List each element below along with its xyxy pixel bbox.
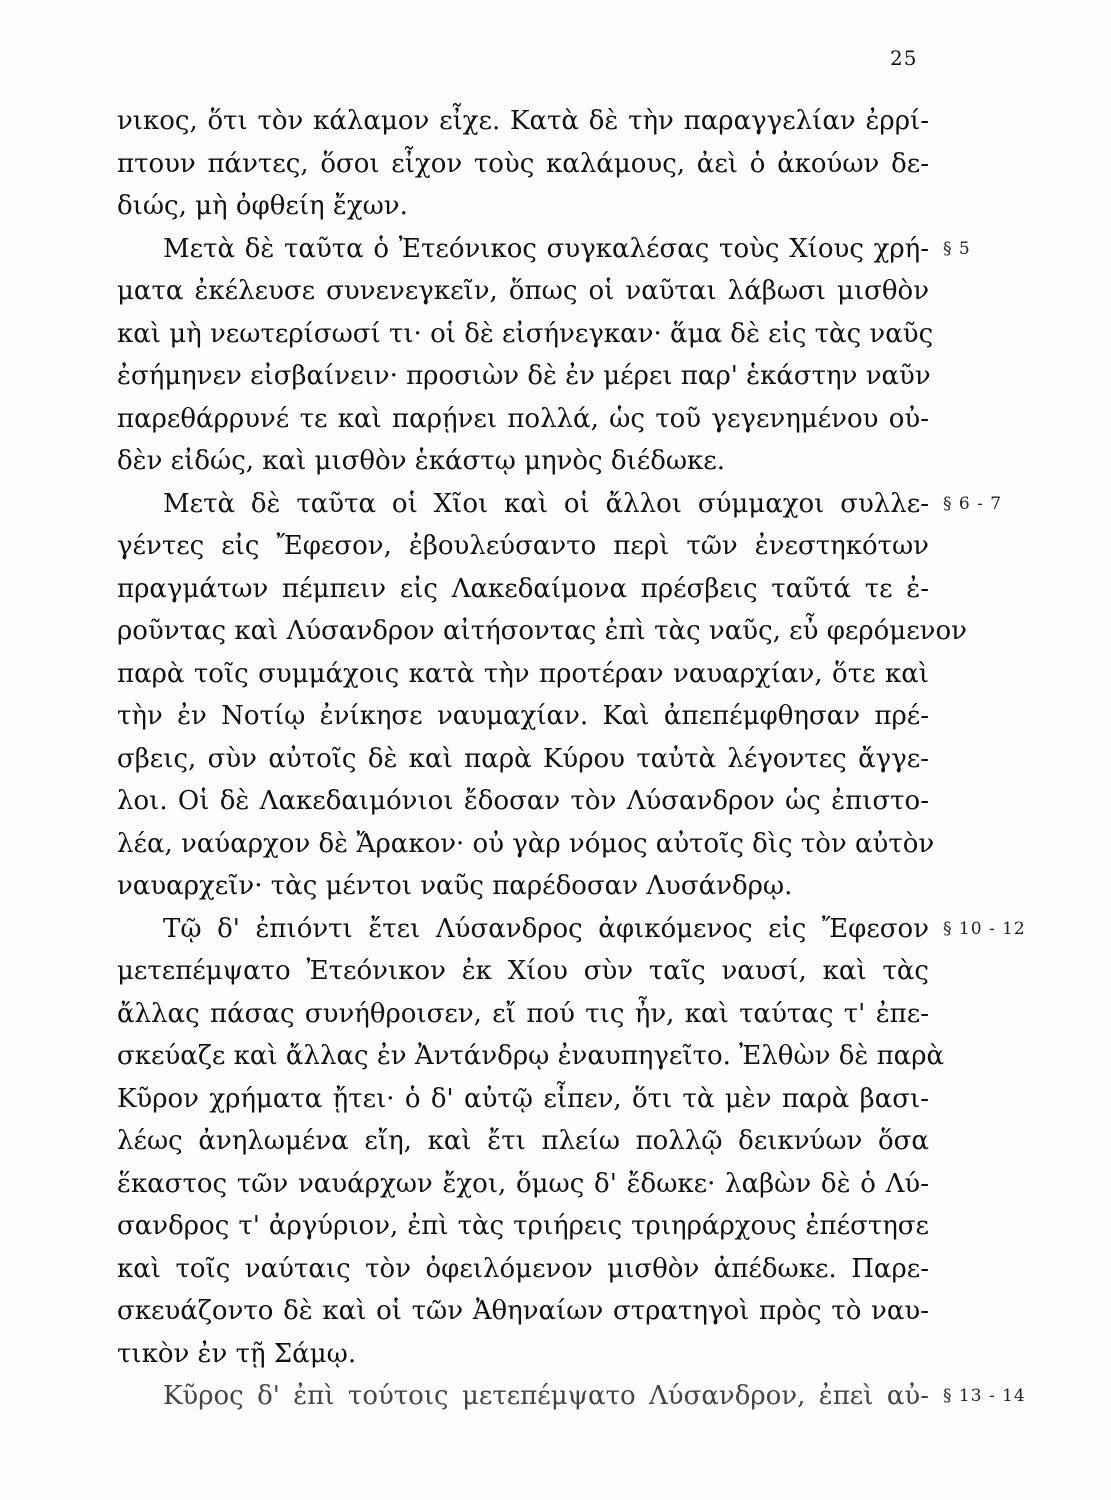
line-text: Μετὰ δὲ ταῦτα οἱ Χῖοι καὶ οἱ ἄλλοι σύμμαχοι συλλε-	[163, 488, 929, 519]
line-text: Μετὰ δὲ ταῦτα ὁ Ἐτεόνικος συγκαλέσας τοὺς Χίους χρή-	[163, 233, 929, 264]
text-line	[117, 270, 929, 313]
line-text: μετεπέμψατο Ἐτεόνικον ἐκ Χίου σὺν ταῖς ναυσί, καὶ τὰς	[117, 956, 929, 986]
line-text: σανδρος τ' ἀργύριον, ἐπὶ τὰς τριήρεις τριηράρχους ἐπέστησε	[117, 1211, 929, 1241]
line-text: λέως ἀνηλωμένα εἴη, καὶ ἔτι πλείω πολλῷ δεικνύων ὅσα	[117, 1126, 929, 1156]
section-reference: § 13 - 14	[943, 1386, 1026, 1406]
text-line	[117, 185, 929, 228]
line-text: ροῦντας καὶ Λύσανδρον αἰτήσοντας ἐπὶ τὰς ναῦς, εὖ φερόμενον	[117, 616, 967, 646]
text-line	[117, 398, 929, 441]
text-line	[117, 1035, 945, 1078]
line-text: ναυαρχεῖν· τὰς μέντοι ναῦς παρέδοσαν Λυσάνδρῳ.	[117, 871, 793, 901]
text-line	[117, 865, 929, 908]
text-line	[117, 1163, 929, 1206]
line-text: ἕκαστος τῶν ναυάρχων ἔχοι, ὅμως δ' ἔδωκε· λαβὼν δὲ ὁ Λύ-	[117, 1168, 929, 1199]
text-line	[117, 950, 929, 993]
line-text: τικὸν ἐν τῇ Σάμῳ.	[117, 1338, 357, 1369]
text-line	[117, 568, 929, 611]
line-text: δὲν εἰδώς, καὶ μισθὸν ἑκάστῳ μηνὸς διέδωκε.	[117, 446, 726, 476]
line-text: νικος, ὅτι τὸν κάλαμον εἶχε. Κατὰ δὲ τὴν παραγγελίαν ἐρρί-	[117, 106, 929, 136]
line-text: σβεις, σὺν αὐτοῖς δὲ καὶ παρὰ Κύρου ταὐτὰ λέγοντες ἄγγε-	[117, 743, 929, 774]
text-line	[117, 908, 1026, 951]
line-text: πτουν πάντες, ὅσοι εἶχον τοὺς καλάμους, ἀεὶ ὁ ἀκούων δε-	[117, 148, 929, 179]
line-text: ἄλλας πάσας συνήθροισεν, εἴ πού τις ἦν, καὶ ταύτας τ' ἐπε-	[117, 998, 929, 1029]
section-reference: § 5	[943, 238, 971, 259]
text-line	[117, 440, 929, 483]
section-reference: § 6 - 7	[943, 493, 1003, 514]
text-line	[117, 1375, 1026, 1418]
line-text: τὴν ἐν Νοτίῳ ἐνίκησε ναυμαχίαν. Καὶ ἀπεπέμφθησαν πρέ-	[117, 701, 929, 731]
line-text: πραγμάτων πέμπειν εἰς Λακεδαίμονα πρέσβεις ταῦτά τε ἐ-	[117, 573, 929, 604]
text-line	[117, 653, 929, 696]
text-line	[117, 738, 929, 781]
line-text: λοι. Οἱ δὲ Λακεδαιμόνιοι ἔδοσαν τὸν Λύσανδρον ὡς ἐπιστο-	[117, 786, 929, 816]
page-number: 25	[890, 46, 918, 70]
line-text: σκεύαζε καὶ ἄλλας ἐν Ἀντάνδρῳ ἐναυπηγεῖτο. Ἐλθὼν δὲ παρὰ	[117, 1041, 945, 1071]
text-line	[117, 100, 929, 143]
text-line	[117, 483, 1003, 526]
line-text: παρὰ τοῖς συμμάχοις κατὰ τὴν προτέραν ναυαρχίαν, ὅτε καὶ	[117, 658, 929, 689]
text-line	[117, 1205, 929, 1248]
text-line	[117, 780, 929, 823]
text-line	[117, 695, 929, 738]
text-line	[117, 525, 929, 568]
line-text: διώς, μὴ ὀφθείη ἔχων.	[117, 191, 408, 221]
text-line	[117, 355, 929, 398]
line-text: Κῦρος δ' ἐπὶ τούτοις μετεπέμψατο Λύσανδρον, ἐπεὶ αὐ-	[163, 1381, 929, 1411]
text-line	[117, 610, 967, 653]
line-text: παρεθάρρυνέ τε καὶ παρῄνει πολλά, ὡς τοῦ γεγενημένου οὐ-	[117, 403, 929, 434]
text-line	[117, 228, 971, 271]
line-text: Κῦρον χρήματα ᾔτει· ὁ δ' αὐτῷ εἶπεν, ὅτι τὰ μὲν παρὰ βασι-	[117, 1083, 929, 1114]
text-line	[117, 823, 935, 866]
text-line	[117, 143, 929, 186]
line-text: λέα, ναύαρχον δὲ Ἄρακον· οὐ γὰρ νόμος αὐτοῖς δὶς τὸν αὐτὸν	[117, 828, 935, 859]
line-text: καὶ μὴ νεωτερίσωσί τι· οἱ δὲ εἰσήνεγκαν· ἅμα δὲ εἰς τὰς ναῦς	[117, 318, 934, 349]
text-line	[117, 1248, 929, 1291]
text-line	[117, 1120, 929, 1163]
text-line	[117, 313, 934, 356]
line-text: γέντες εἰς Ἔφεσον, ἐβουλεύσαντο περὶ τῶν ἐνεστηκότων	[117, 531, 929, 561]
line-text: Τῷ δ' ἐπιόντι ἔτει Λύσανδρος ἀφικόμενος εἰς Ἔφεσον	[163, 913, 929, 944]
text-line	[117, 1333, 929, 1376]
line-text: ἐσήμηνεν εἰσβαίνειν· προσιὼν δὲ ἐν μέρει παρ' ἑκάστην ναῦν	[117, 361, 931, 391]
text-line	[117, 993, 929, 1036]
text-line	[117, 1290, 929, 1333]
line-text: ματα ἐκέλευσε συνενεγκεῖν, ὅπως οἱ ναῦται λάβωσι μισθὸν	[117, 276, 929, 306]
greek-text-body	[117, 100, 1026, 1418]
section-reference: § 10 - 12	[943, 918, 1026, 939]
line-text: καὶ τοῖς ναύταις τὸν ὀφειλόμενον μισθὸν ἀπέδωκε. Παρε-	[117, 1253, 929, 1284]
text-line	[117, 1078, 929, 1121]
line-text: σκευάζοντο δὲ καὶ οἱ τῶν Ἀθηναίων στρατηγοὶ πρὸς τὸ ναυ-	[117, 1296, 929, 1326]
